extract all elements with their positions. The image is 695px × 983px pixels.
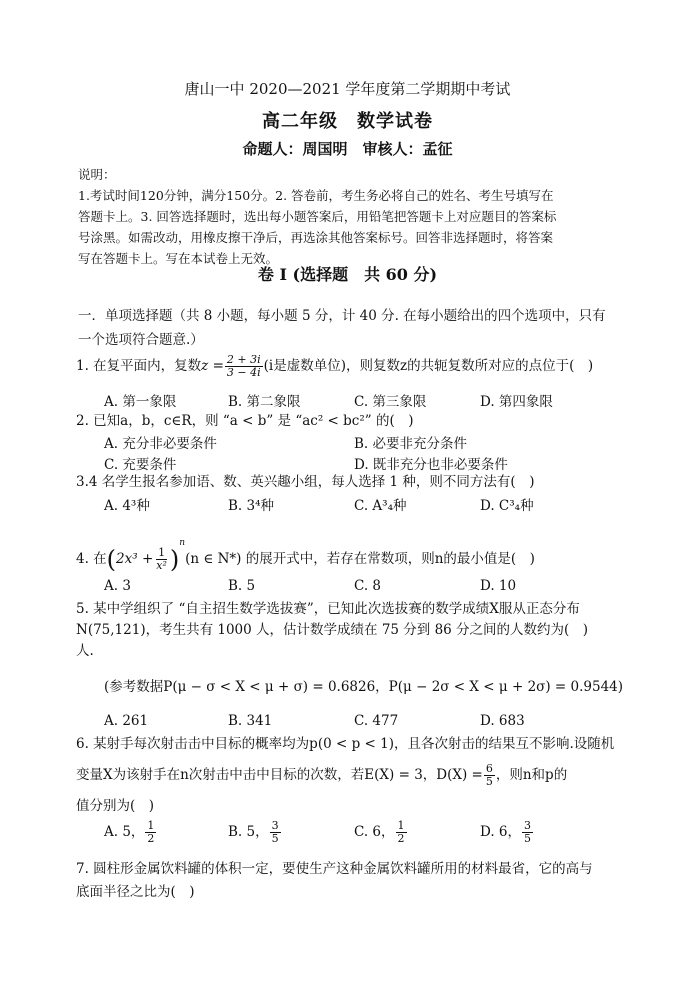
instructions-line: 写在答题卡上。写在本试卷上无效。 [78,251,279,266]
q6-option-c-label: C. 6， [354,824,395,840]
q4-numerator: 1 [158,546,166,559]
q3-option-c[interactable]: C. A³₄种 [354,498,407,514]
q6-option-b-label: B. 5， [228,824,269,840]
q5-option-a[interactable]: A. 261 [104,713,149,729]
section-title: 卷 I (选择题 共 60 分) [257,265,438,284]
instructions-line: 号涂黑。如需改动，用橡皮擦干净后，再选涂其他答案标号。回答非选择题时，将答案 [78,230,554,245]
q1-option-c[interactable]: C. 第三象限 [354,394,427,410]
q4-option-a[interactable]: A. 3 [104,578,131,594]
q5-line: N(75,121)，考生共有 1000 人，估计数学成绩在 75 分到 86 分之间的人数约为( ) [76,622,589,638]
q1-denominator: 3 − 4i [226,366,261,379]
q3-option-d[interactable]: D. C³₄种 [480,498,534,514]
q6-option-c[interactable] [354,820,408,845]
q6-option-a-fraction [145,820,156,845]
q1-option-d[interactable]: D. 第四象限 [480,394,553,410]
q4-denominator: x² [156,559,167,572]
instructions [78,164,618,269]
q2-option-a[interactable]: A. 充分非必要条件 [104,436,217,452]
q6-option-d-fraction [522,820,533,845]
q4-prefix: 4. 在 [76,551,107,567]
q6-variance-numerator: 6 [485,762,493,775]
q6-option-a-denominator: 2 [147,832,155,845]
q4-suffix: (n ∈ N*) 的展开式中，若存在常数项，则n的最小值是( ) [185,551,535,567]
q4-fraction [154,547,169,572]
q6-variance-fraction [484,763,495,788]
section-instructions-line: 一个选项符合题意.） [78,332,204,348]
q6-option-b-fraction [270,820,281,845]
question-2: 2. 已知a，b，c∈R，则 “a < b” 是 “ac² < bc²” 的( ) [76,413,414,429]
paper-title: 高二年级 数学试卷 [262,111,433,132]
q6-line-2 [76,761,616,789]
q2-option-c[interactable]: C. 充要条件 [104,457,177,473]
q6-option-a[interactable] [104,820,157,845]
q6-option-c-fraction [396,820,407,845]
q6-option-a-label: A. 5， [104,824,145,840]
authors-line: 命题人：周国明 审核人：孟征 [242,140,453,158]
question-1 [76,354,616,379]
question-7 [76,858,616,904]
q5-reference-data: (参考数据P(μ − σ < X < μ + σ) = 0.6826，P(μ − 2σ < X < μ + 2σ) = 0.9544) [104,679,624,695]
instructions-line: 1.考试时间120分钟，满分150分。2. 答卷前，考生务必将自己的姓名、考生号填写在 [78,188,554,203]
q4-left-paren: ( [106,545,117,574]
q6-option-b[interactable] [228,820,282,845]
q1-z: z = [201,358,224,374]
q5-option-b[interactable]: B. 341 [228,713,273,729]
q4-right-paren: ) [169,545,180,574]
question-4 [76,526,616,577]
q6-option-d-label: D. 6， [480,824,522,840]
q7-line: 7. 圆柱形金属饮料罐的体积一定，要使生产这种金属饮料罐所用的材料最省，它的高与 [76,861,593,877]
q3-option-a[interactable]: A. 4³种 [104,498,150,514]
q6-option-d-numerator: 3 [524,819,532,832]
q4-option-b[interactable]: B. 5 [228,578,256,594]
q5-option-c[interactable]: C. 477 [354,713,399,729]
q1-option-b[interactable]: B. 第二象限 [228,394,301,410]
q4-term: 2x³ + [116,551,154,567]
section-instructions-line: 一．单项选择题（共 8 小题，每小题 5 分，计 40 分. 在每小题给出的四个选项中，只有 [78,308,606,324]
q2-option-b[interactable]: B. 必要非充分条件 [354,436,468,452]
q6-line-3: 值分别为( ) [76,798,155,814]
section-instructions [78,304,618,352]
q5-line: 5. 某中学组织了 “自主招生数学选拔赛”，已知此次选拔赛的数学成绩X服从正态分布 [76,601,580,617]
exam-title: 唐山一中 2020—2021 学年度第二学期期中考试 [184,80,511,98]
q4-exponent: n [179,538,186,548]
q1-numerator: 2 + 3i [226,353,261,366]
q6-line-1: 6. 某射手每次射击击中目标的概率均为p(0 < p < 1)，且各次射击的结果互不影响.设随机 [76,736,615,752]
q6-option-c-denominator: 2 [397,832,405,845]
q6-variance-denominator: 5 [485,775,493,788]
q6-option-b-denominator: 5 [271,832,279,845]
instructions-label: 说明： [78,167,116,182]
q6-option-b-numerator: 3 [271,819,279,832]
q1-option-a[interactable]: A. 第一象限 [104,394,177,410]
q4-option-d[interactable]: D. 10 [480,578,517,594]
q6-option-d[interactable] [480,820,534,845]
q6-option-a-numerator: 1 [147,819,155,832]
q6-line-2-prefix: 变量X为该射手在n次射击中击中目标的次数，若E(X) = 3，D(X) = [76,767,483,783]
q5-line: 人. [76,643,94,659]
q6-option-d-denominator: 5 [524,832,532,845]
question-3: 3.4 名学生报名参加语、数、英兴趣小组，每人选择 1 种，则不同方法有( ) [76,474,535,490]
q6-option-c-numerator: 1 [397,819,405,832]
q4-option-c[interactable]: C. 8 [354,578,382,594]
q6-line-2-suffix: ，则n和p的 [495,767,568,783]
q7-line: 底面半径之比为( ) [76,884,195,900]
q1-prefix: 1. 在复平面内，复数 [76,358,202,374]
q1-fraction [225,354,263,379]
q1-suffix: (i是虚数单位)，则复数z的共轭复数所对应的点位于( ) [263,358,594,374]
q5-option-d[interactable]: D. 683 [480,713,525,729]
q2-option-d[interactable]: D. 既非充分也非必要条件 [354,457,508,473]
instructions-line: 答题卡上。3. 回答选择题时，选出每小题答案后，用铅笔把答题卡上对应题目的答案标 [78,209,557,224]
question-5 [76,599,616,662]
q3-option-b[interactable]: B. 3⁴种 [228,498,275,514]
